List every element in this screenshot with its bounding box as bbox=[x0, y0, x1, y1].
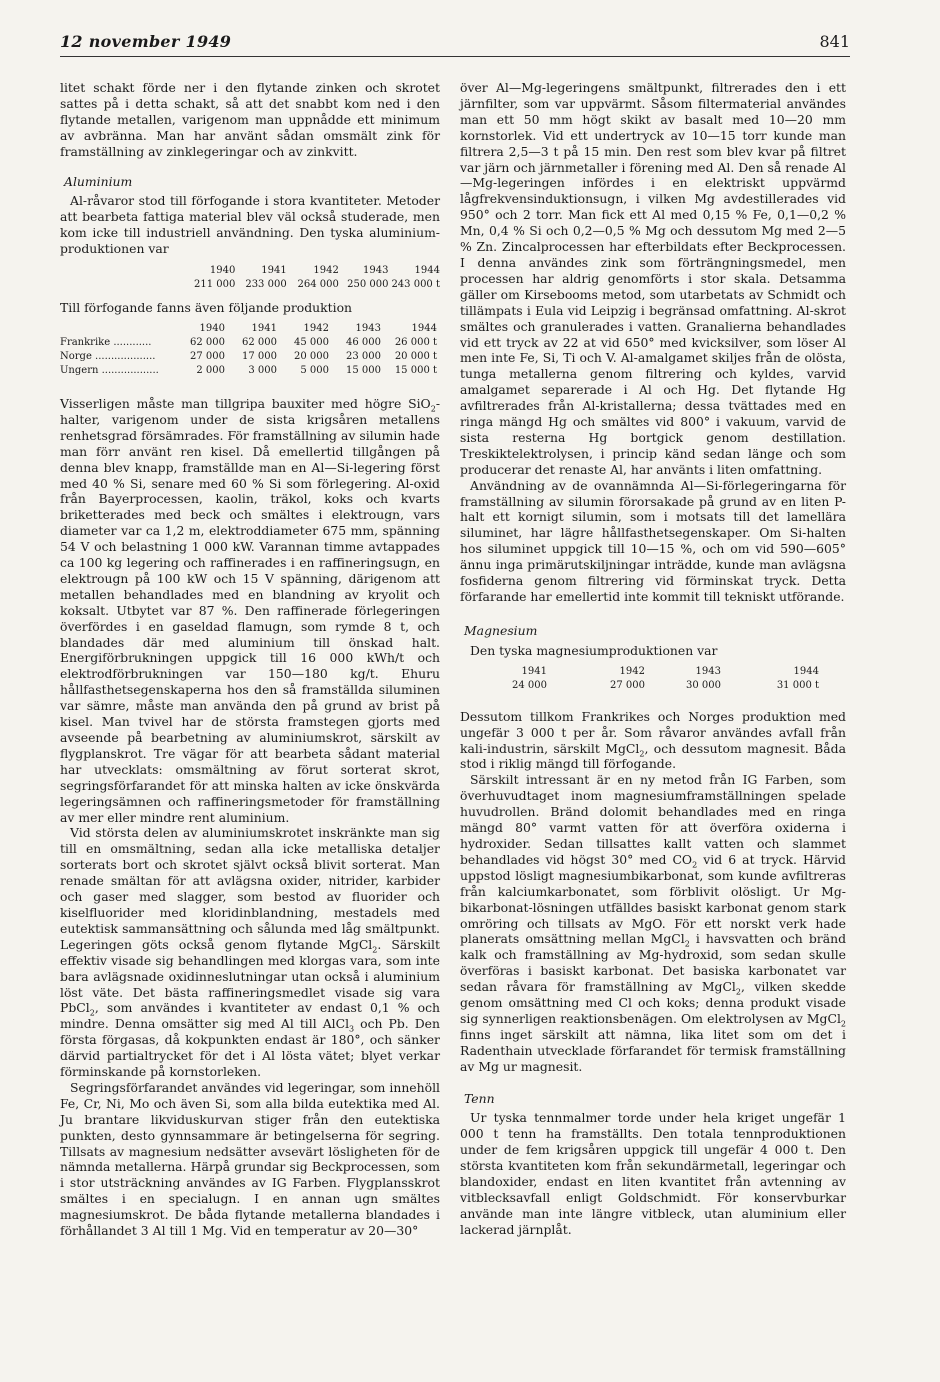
paragraph: litet schakt förde ner i den flytande zinken och skrotet sattes på i detta schakt, så att det snabbt kom ned i den flytande metallen, varigenom man uppnådde ett minimum av avbränna. Man har använt sådan omsmält zink för framställning av zinklegeringar och av zinkvitt. bbox=[60, 80, 440, 159]
table-cell: 233 000 bbox=[245, 279, 287, 291]
table-cell: 62 000 bbox=[242, 336, 277, 348]
paragraph: Visserligen måste man tillgripa bauxiter med högre SiO$_2$-halter, varigenom under de sista krigsåren metallens renhetsgrad försämrades. För framställning av silumin hade man förr använt ren kisel. Då emellertid tillgången på denna blev knapp, framställde man en Al—Si-legering först med 40 % Si, senare med 60 % Si som förlegering. Al-oxid från Bayerprocessen, kaolin, träkol, koks och kvarts briketterades med beck och smältes i elektrougn, vars diameter var ca 1,2 m, elektroddiameter 675 mm, spänning 54 V och belastning 1 000 kW. Varannan timme avtappades ca 100 kg legering och raffinerades i en raffineringsugn, en elektrougn på 100 kW och 15 V spänning, därigenom att metallen behandlades med en blandning av kryolit och koksalt. Utbytet var 87 %. Den raffinerade förlegeringen överfördes i en gaseldad flamugn, som rymde 8 t, och blandades där med aluminium till önskad halt. Energiförbrukningen uppgick till 16 000 kWh/t och elektrodförbrukningen var 150—180 kg/t. Ehuru hållfasthetsegenskaperna hos den så framställda siluminen var sämre, måste man använda den på grund av brist på kisel. Man tvivel har de största framstegen gjorts med avseende på bearbetning av aluminiumskrot, särskilt av flygplanskrot. Tre vägar för att bearbeta sådant material har utvecklats: omsmältning av förut sorterat skrot, segringsförfarandet för att minska halten av icke önskvärda legeringsämnen och raffineringsmetoder för framställning av mer eller mindre rent aluminium. bbox=[60, 395, 440, 825]
paragraph: över Al—Mg-legeringens smältpunkt, filtrerades den i ett järnfilter, som var uppvärmt. Såsom filtermaterial användes man ett 50 mm högt skikt av basalt med 10—20 mm kornstorlek. Vid ett undertryck av 10—15 torr kunde man filtrera 2,5—3 t på 15 min. Den rest som blev kvar på filtret var järn och järnmetaller i förening med Al. Den så renade Al—Mg-legeringen infördes i en elektriskt uppvärmd lågfrekvensinduktionsugn, i vilken Mg avdestillerades vid 950° och 2 torr. Man fick ett Al med 0,15 % Fe, 0,1—0,2 % Mn, 0,4 % Si och 0,2—0,5 % Mg och dessutom Mg med 2—5 % Zn. Zincalprocessen har efterbildats efter Beckprocessen. I denna användes zink som förträngningsmedel, men processen har aldrig genomförts i stor skala. Detsamma gäller om Kirsebooms metod, som utarbetats av Schmidt och tillämpats i Eula vid Leipzig i begränsad omfattning. Al-skrot smältes och granulerades i vatten. Granalierna behandlades vid ett tryck av 22 at vid 650° med kvicksilver, som löser Al men inte Fe, Si, Ti och V. Al-amalgamet skiljes från de olösta, tunga metallerna genom filtrering och kyldes, varvid amalgamet separerade i Al och Hg. Det flytande Hg avfiltrerades från Al-kristallerna; dessa tvättades med en ringa mängd Hg och smältes vid 800° i vakuum, varvid de sista resterna Hg bortgick genom destillation. Treskiktelektrolysen, i princip känd sedan länge och som producerar det renaste Al, har använts i liten omfattning. bbox=[460, 80, 846, 477]
table-cell: 211 000 bbox=[194, 279, 236, 291]
table-cell: 1942 bbox=[619, 665, 645, 677]
paragraph: Segringsförfarandet användes vid legeringar, som innehöll Fe, Cr, Ni, Mo och även Si, som alla bilda eutektika med Al. Ju brantare likviduskurvan stiger från den eutektiska punkten, desto gynnsammare är betingelserna för segring. Tillsats av magnesium nedsätter avsevärt lösligheten för de nämnda metallerna. Härpå grundar sig Beckprocessen, som i stor utsträckning användes av IG Farben. Flygplansskrot smältes i en specialugn. I en annan ugn smältes magnesiumskrot. De båda flytande metallerna blandades i förhållandet 3 Al till 1 Mg. Vid en temperatur av 20—30° bbox=[60, 1079, 440, 1239]
issue-date: 12 november 1949 bbox=[60, 32, 232, 51]
table-cell: 1943 bbox=[363, 265, 389, 277]
table-cell: 26 000 t bbox=[394, 336, 437, 348]
table-cell: 1940 bbox=[209, 265, 236, 277]
paragraph: Al-råvaror stod till förfogande i stora kvantiteter. Metoder att bearbeta fattiga material blev väl också studerade, men kom icke till industriell användning. Den tyska aluminium-produktionen var bbox=[60, 193, 440, 257]
right-column bbox=[460, 80, 846, 1238]
table-cell: 1942 bbox=[303, 322, 329, 334]
table-cell: 3 000 bbox=[248, 364, 277, 376]
section-heading-aluminium: Aluminium bbox=[64, 173, 133, 189]
table-row bbox=[60, 336, 437, 350]
table-header-row bbox=[512, 665, 819, 679]
paragraph: Vid största delen av aluminiumskrotet inskränkte man sig till en omsmältning, sedan alla icke metalliska detaljer sorterats bort och skrotet självt också blivit sorterat. Man renade smältan för att avlägsna oxider, nitrider, karbider och gaser med slagger, som bestod av fluorider och kiselfluorider med kloridinblandning, mestadels med eutektisk sammansättning och sålunda med låg smältpunkt. Legeringen göts också genom flytande MgCl$_2$. Särskilt effektiv visade sig behandlingen med klorgas vara, som inte bara avlägsnade oxidinneslutningar utan också i aluminium löst väte. Det bästa raffineringsmedlet visade sig vara PbCl$_2$, som användes i kvantiteter av endast 0,1 % och mindre. Denna omsätter sig med Al till AlCl$_3$ och Pb. Den första förgasas, då kokpunkten endast är 180°, och sänker därvid partialtrycket för det i Al lösta vätet; blyet verkar förminskande på kornstorleken. bbox=[60, 825, 440, 1080]
table-cell: 1944 bbox=[793, 665, 819, 677]
paragraph: Ur tyska tennmalmer torde under hela kriget ungefär 1 000 t tenn ha framställts. Den totala tennproduktionen under de fem krigsåren uppgick till ungefär 4 000 t. Den största kvantiteten kom från sekundärmetall, legeringar och blandoxider, endast en liten kvantitet från avtenning av vitblecksavfall enligt Goldschmidt. För konservburkar använde man inte längre vitbleck, utan aluminium eller lackerad järnplåt. bbox=[460, 1110, 846, 1237]
paragraph: Användning av de ovannämnda Al—Si-förlegeringarna för framställning av silumin förorsakade på grund av en liten P-halt ett kornigt silumin, som i motsats till det lamellära siluminet, har lägre hållfasthetsegenskaper. Om Si-halten hos siluminet uppgick till 10—15 %, och om vid 590—605° ännu inga primärutskiljningar inträdde, kunde man avlägsna fosfiderna genom filtrering vid förminskat tryck. Detta förfarande har emellertid inte kommit till tekniskt utförande. bbox=[460, 477, 846, 604]
table-row bbox=[60, 364, 437, 378]
table-cell: 15 000 bbox=[346, 364, 381, 376]
table-row bbox=[194, 278, 440, 292]
left-column bbox=[60, 80, 440, 1239]
aluminium-production-table bbox=[194, 264, 440, 292]
table-cell: 27 000 bbox=[610, 679, 645, 691]
magnesium-production-table bbox=[512, 665, 819, 693]
table-cell: 1941 bbox=[261, 265, 287, 277]
table-cell: 1943 bbox=[695, 665, 721, 677]
table-cell: 5 000 bbox=[300, 364, 329, 376]
page-header bbox=[60, 30, 850, 57]
table-cell: 250 000 bbox=[347, 279, 389, 291]
row-label: Ungern .................. bbox=[60, 364, 159, 376]
table-cell: 20 000 t bbox=[394, 350, 437, 362]
table-cell: 1941 bbox=[251, 322, 277, 334]
table-cell: 62 000 bbox=[190, 336, 225, 348]
table-row bbox=[512, 679, 819, 693]
paragraph: Till förfogande fanns även följande produktion bbox=[60, 300, 353, 316]
table-cell: 1943 bbox=[355, 322, 381, 334]
table-cell: 24 000 bbox=[512, 679, 547, 691]
row-label: Frankrike ............ bbox=[60, 336, 152, 348]
table-cell: 46 000 bbox=[346, 336, 381, 348]
paragraph: Den tyska magnesiumproduktionen var bbox=[470, 642, 718, 658]
other-production-table bbox=[60, 322, 437, 378]
table-header-row bbox=[194, 264, 440, 278]
table-cell: 15 000 t bbox=[394, 364, 437, 376]
table-cell: 30 000 bbox=[686, 679, 721, 691]
table-cell: 1944 bbox=[411, 322, 437, 334]
table-cell: 27 000 bbox=[190, 350, 225, 362]
table-cell: 20 000 bbox=[294, 350, 329, 362]
section-heading-magnesium: Magnesium bbox=[464, 622, 538, 638]
table-cell: 2 000 bbox=[196, 364, 225, 376]
table-cell: 1940 bbox=[199, 322, 225, 334]
table-row bbox=[60, 350, 437, 364]
paragraph: Särskilt intressant är en ny metod från IG Farben, som överhuvudtaget inom magnesiumframställningen spelade huvudrollen. Bränd dolomit behandlades med en ringa mängd 80° varmt vatten för att överföra oxiderna i hydroxider. Sedan tillsattes kallt vatten och slammet behandlades vid högst 30° med $CO_2$ vid 6 at tryck. Härvid uppstod lösligt magnesiumbikarbonat, som kunde avfiltreras från kalciumkarbonatet, som förblivit olösligt. Ur Mg-bikarbonat-lösningen utfälldes basiskt karbonat genom stark omröring och tillsats av MgO. För ett norskt verk hade planerats omsättning mellan MgCl$_2$ i havsvatten och bränd kalk och framställning av Mg-hydroxid, som sedan skulle överföras i basiskt karbonat. Det basiska karbonatet var sedan råvara för framställning av MgCl$_2$, vilken skedde genom omsättning med Cl och koks; denna produkt visade sig synnerligen reaktionsbenägen. Om elektrolysen av MgCl$_2$ finns inget särskilt att nämna, lika litet som om det i Radenthain utvecklade förfarandet för termisk framställning av Mg ur magnesit. bbox=[460, 772, 847, 1074]
table-cell: 31 000 t bbox=[776, 679, 819, 691]
table-cell: 1944 bbox=[414, 265, 440, 277]
table-cell: 264 000 bbox=[297, 279, 339, 291]
table-header-row bbox=[60, 322, 437, 336]
table-cell: 17 000 bbox=[242, 350, 277, 362]
table-cell: 1941 bbox=[521, 665, 547, 677]
page-number: 841 bbox=[819, 32, 850, 51]
section-heading-tenn: Tenn bbox=[464, 1090, 495, 1106]
table-cell: 243 000 t bbox=[391, 279, 440, 291]
table-cell: 1942 bbox=[313, 265, 339, 277]
row-label: Norge ................... bbox=[60, 350, 156, 362]
paragraph: Dessutom tillkom Frankrikes och Norges produktion med ungefär 3 000 t per år. Som råvaror användes avfall från kali-industrin, särskilt MgCl$_2$, och dessutom magnesit. Båda stod i riklig mängd till förfogande. bbox=[460, 708, 846, 772]
table-cell: 45 000 bbox=[294, 336, 329, 348]
table-cell: 23 000 bbox=[346, 350, 381, 362]
